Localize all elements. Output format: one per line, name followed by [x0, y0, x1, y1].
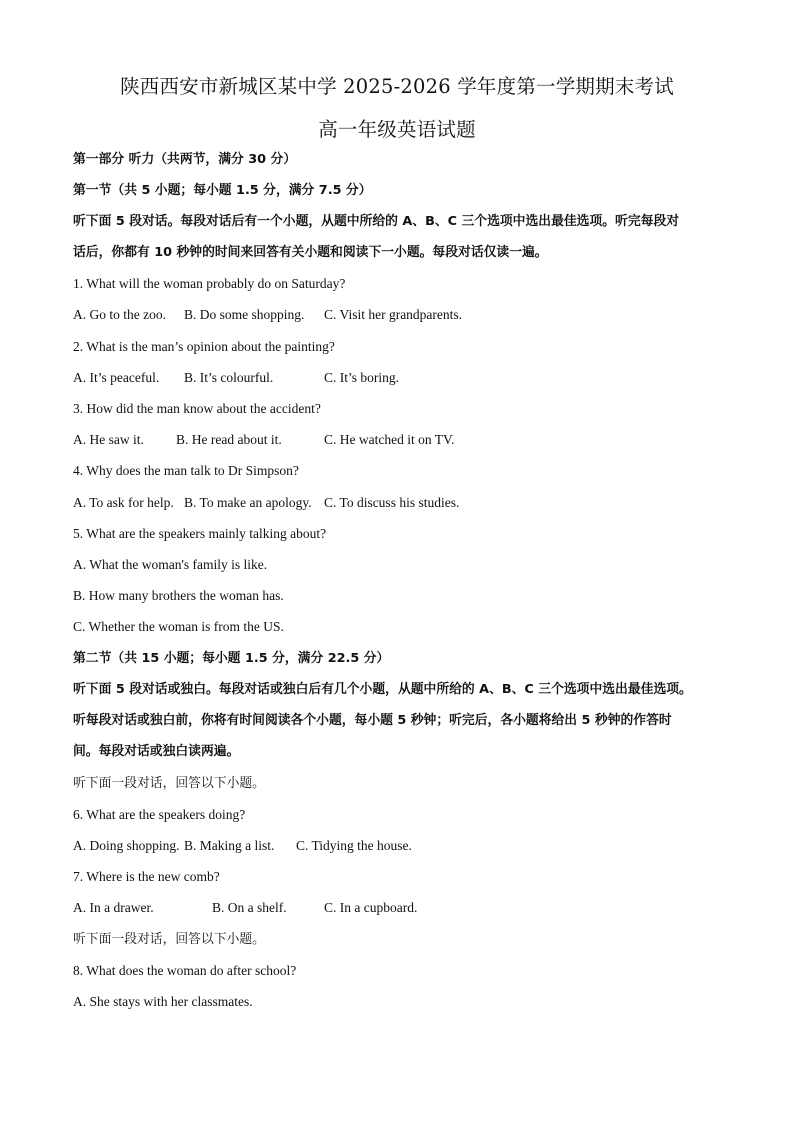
- question-3-option-a: A. He saw it.: [73, 432, 144, 447]
- question-4-option-c: C. To discuss his studies.: [324, 495, 460, 510]
- section1-heading: 第一节（共 5 小题；每小题 1.5 分，满分 7.5 分）: [73, 183, 372, 198]
- question-3-option-c: C. He watched it on TV.: [324, 432, 455, 447]
- question-8-stem: 8. What does the woman do after school?: [73, 963, 297, 978]
- question-7-option-a: A. In a drawer.: [73, 900, 154, 915]
- question-1-stem: 1. What will the woman probably do on Saturday?: [73, 276, 346, 291]
- question-1-option-b: B. Do some shopping.: [184, 307, 305, 322]
- question-7-stem: 7. Where is the new comb?: [73, 869, 220, 884]
- question-8-option-a: A. She stays with her classmates.: [73, 994, 253, 1009]
- question-5-option-c: C. Whether the woman is from the US.: [73, 619, 284, 634]
- section2-instructions-line3: 间。每段对话或独白读两遍。: [73, 744, 240, 759]
- question-6-option-c: C. Tidying the house.: [296, 838, 412, 853]
- section2-instructions-line2: 听每段对话或独白前，你将有时间阅读各个小题，每小题 5 秒钟；听完后，各小题将给出 5 秒钟的作答时: [73, 713, 672, 728]
- dialogue-prompt: 听下面一段对话，回答以下小题。: [73, 776, 265, 791]
- question-7-option-b: B. On a shelf.: [212, 900, 287, 915]
- question-4-option-b: B. To make an apology.: [184, 495, 312, 510]
- part1-heading: 第一部分 听力（共两节，满分 30 分）: [73, 152, 297, 167]
- question-4-option-a: A. To ask for help.: [73, 495, 174, 510]
- question-5-option-a: A. What the woman's family is like.: [73, 557, 268, 572]
- question-5-stem: 5. What are the speakers mainly talking about?: [73, 526, 327, 541]
- exam-subtitle: 高一年级英语试题: [318, 118, 476, 141]
- section1-instructions-line2: 话后，你都有 10 秒钟的时间来回答有关小题和阅读下一小题。每段对话仅读一遍。: [73, 245, 548, 260]
- question-2-stem: 2. What is the man’s opinion about the painting?: [73, 339, 335, 354]
- question-1-option-a: A. Go to the zoo.: [73, 307, 166, 322]
- question-3-option-b: B. He read about it.: [176, 432, 282, 447]
- question-2-option-c: C. It’s boring.: [324, 370, 400, 385]
- question-1-option-c: C. Visit her grandparents.: [324, 307, 463, 322]
- question-7-option-c: C. In a cupboard.: [324, 900, 418, 915]
- question-6-option-b: B. Making a list.: [184, 838, 275, 853]
- question-6-option-a: A. Doing shopping.: [73, 838, 180, 853]
- question-6-stem: 6. What are the speakers doing?: [73, 807, 246, 822]
- section2-heading: 第二节（共 15 小题；每小题 1.5 分，满分 22.5 分）: [73, 651, 390, 666]
- section2-instructions-line1: 听下面 5 段对话或独白。每段对话或独白后有几个小题，从题中所给的 A、B、C 三个选项中选出最佳选项。: [73, 682, 692, 697]
- question-5-option-b: B. How many brothers the woman has.: [73, 588, 284, 603]
- question-2-option-a: A. It’s peaceful.: [73, 370, 160, 385]
- question-2-option-b: B. It’s colourful.: [184, 370, 274, 385]
- dialogue-prompt: 听下面一段对话，回答以下小题。: [73, 932, 265, 947]
- section1-instructions-line1: 听下面 5 段对话。每段对话后有一个小题，从题中所给的 A、B、C 三个选项中选出最佳选项。听完每段对: [73, 214, 680, 229]
- question-3-stem: 3. How did the man know about the accident?: [73, 401, 321, 416]
- exam-title: 陕西西安市新城区某中学 2025-2026 学年度第一学期期末考试: [120, 75, 674, 98]
- question-4-stem: 4. Why does the man talk to Dr Simpson?: [73, 463, 299, 478]
